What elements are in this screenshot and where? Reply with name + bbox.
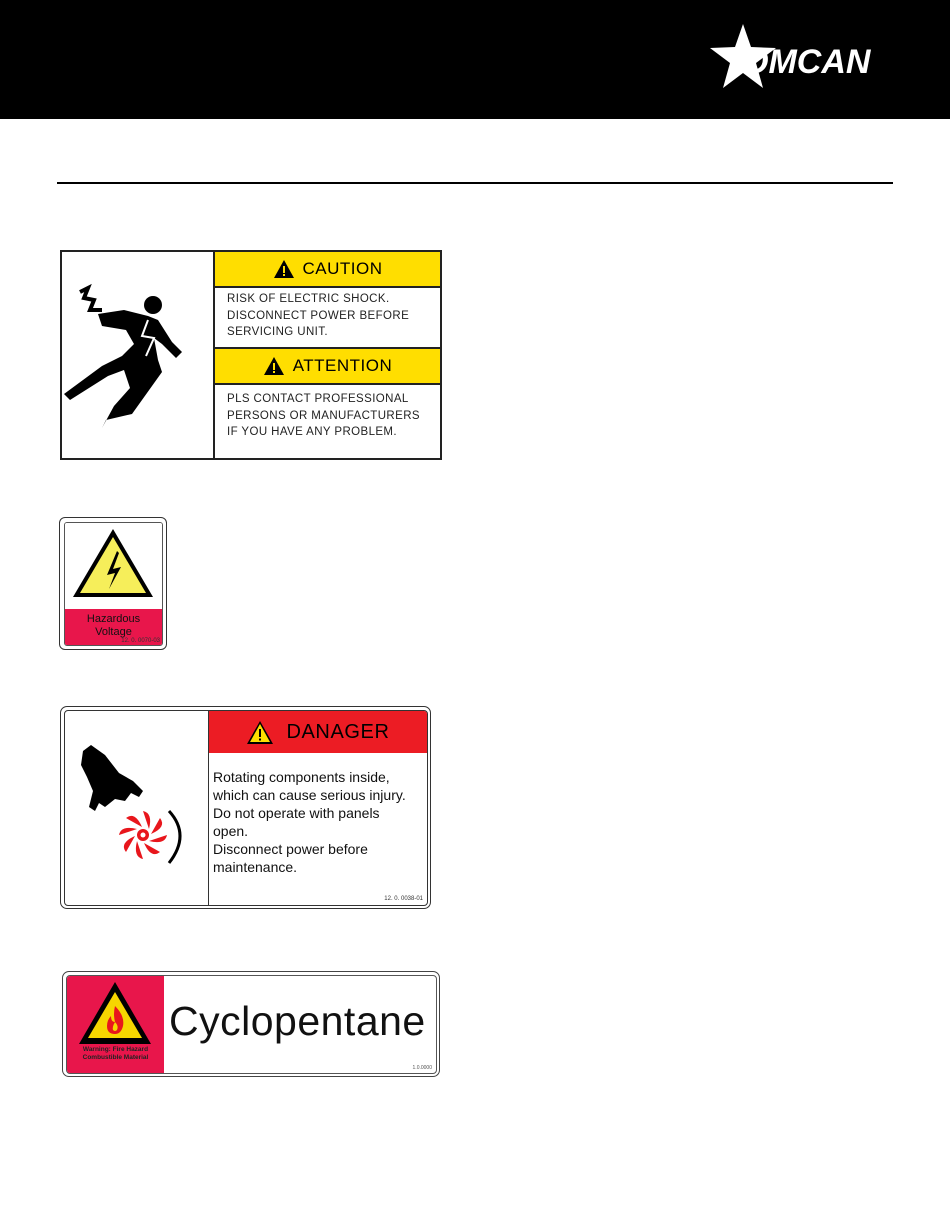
hazardous-voltage-code: 12. 0. 0070-03 bbox=[121, 638, 160, 644]
cyclopentane-name: Cyclopentane bbox=[169, 998, 426, 1044]
warning-triangle-icon bbox=[246, 720, 274, 745]
caution-attention-label bbox=[60, 250, 442, 460]
attention-line: PERSONS OR MANUFACTURERS bbox=[227, 409, 420, 422]
danger-line: Rotating components inside, bbox=[213, 769, 390, 785]
hazardous-voltage-line1: Hazardous bbox=[86, 613, 141, 625]
danger-line: open. bbox=[213, 823, 249, 839]
danger-line: Do not operate with panels bbox=[213, 805, 380, 821]
danger-header bbox=[209, 711, 427, 753]
danger-title: DANAGER bbox=[286, 720, 390, 743]
header-bar bbox=[0, 0, 950, 119]
logo-text: OMCAN bbox=[742, 43, 871, 81]
fire-warning-line2: Combustible Material bbox=[82, 1054, 149, 1061]
caution-text bbox=[227, 291, 437, 341]
attention-line: PLS CONTACT PROFESSIONAL bbox=[227, 393, 409, 405]
cyclopentane-label bbox=[62, 971, 440, 1077]
section-divider bbox=[57, 182, 893, 184]
attention-title: ATTENTION bbox=[292, 356, 393, 375]
high-voltage-icon bbox=[65, 523, 162, 609]
caution-line: RISK OF ELECTRIC SHOCK. bbox=[227, 293, 390, 305]
danger-text bbox=[213, 768, 427, 876]
flame-warning-icon bbox=[77, 980, 153, 1046]
rotating-fan-hand-icon bbox=[65, 711, 209, 905]
danger-label bbox=[60, 706, 431, 909]
hazardous-voltage-label bbox=[59, 517, 167, 650]
omcan-logo bbox=[706, 22, 902, 96]
attention-text bbox=[227, 391, 437, 441]
caution-line: SERVICING UNIT. bbox=[227, 326, 328, 338]
caution-line: DISCONNECT POWER BEFORE bbox=[227, 309, 410, 322]
hazardous-voltage-panel bbox=[65, 609, 162, 645]
caution-header bbox=[215, 252, 440, 288]
danger-line: which can cause serious injury. bbox=[213, 787, 406, 803]
danger-line: maintenance. bbox=[213, 859, 298, 875]
attention-header bbox=[215, 349, 440, 385]
attention-line: IF YOU HAVE ANY PROBLEM. bbox=[227, 426, 398, 438]
hazardous-voltage-line2: Voltage bbox=[95, 626, 132, 638]
danger-line: Disconnect power before bbox=[213, 841, 368, 857]
cyclopentane-code: 1.0.0000 bbox=[412, 1065, 432, 1071]
electric-shock-figure-icon bbox=[62, 252, 215, 458]
caution-title: CAUTION bbox=[302, 259, 383, 278]
warning-triangle-icon bbox=[263, 356, 285, 376]
danger-code: 12. 0. 0038-01 bbox=[384, 896, 423, 902]
warning-triangle-icon bbox=[273, 259, 295, 279]
fire-hazard-panel bbox=[67, 976, 164, 1073]
fire-warning-line1: Warning: Fire Hazard bbox=[82, 1046, 149, 1053]
